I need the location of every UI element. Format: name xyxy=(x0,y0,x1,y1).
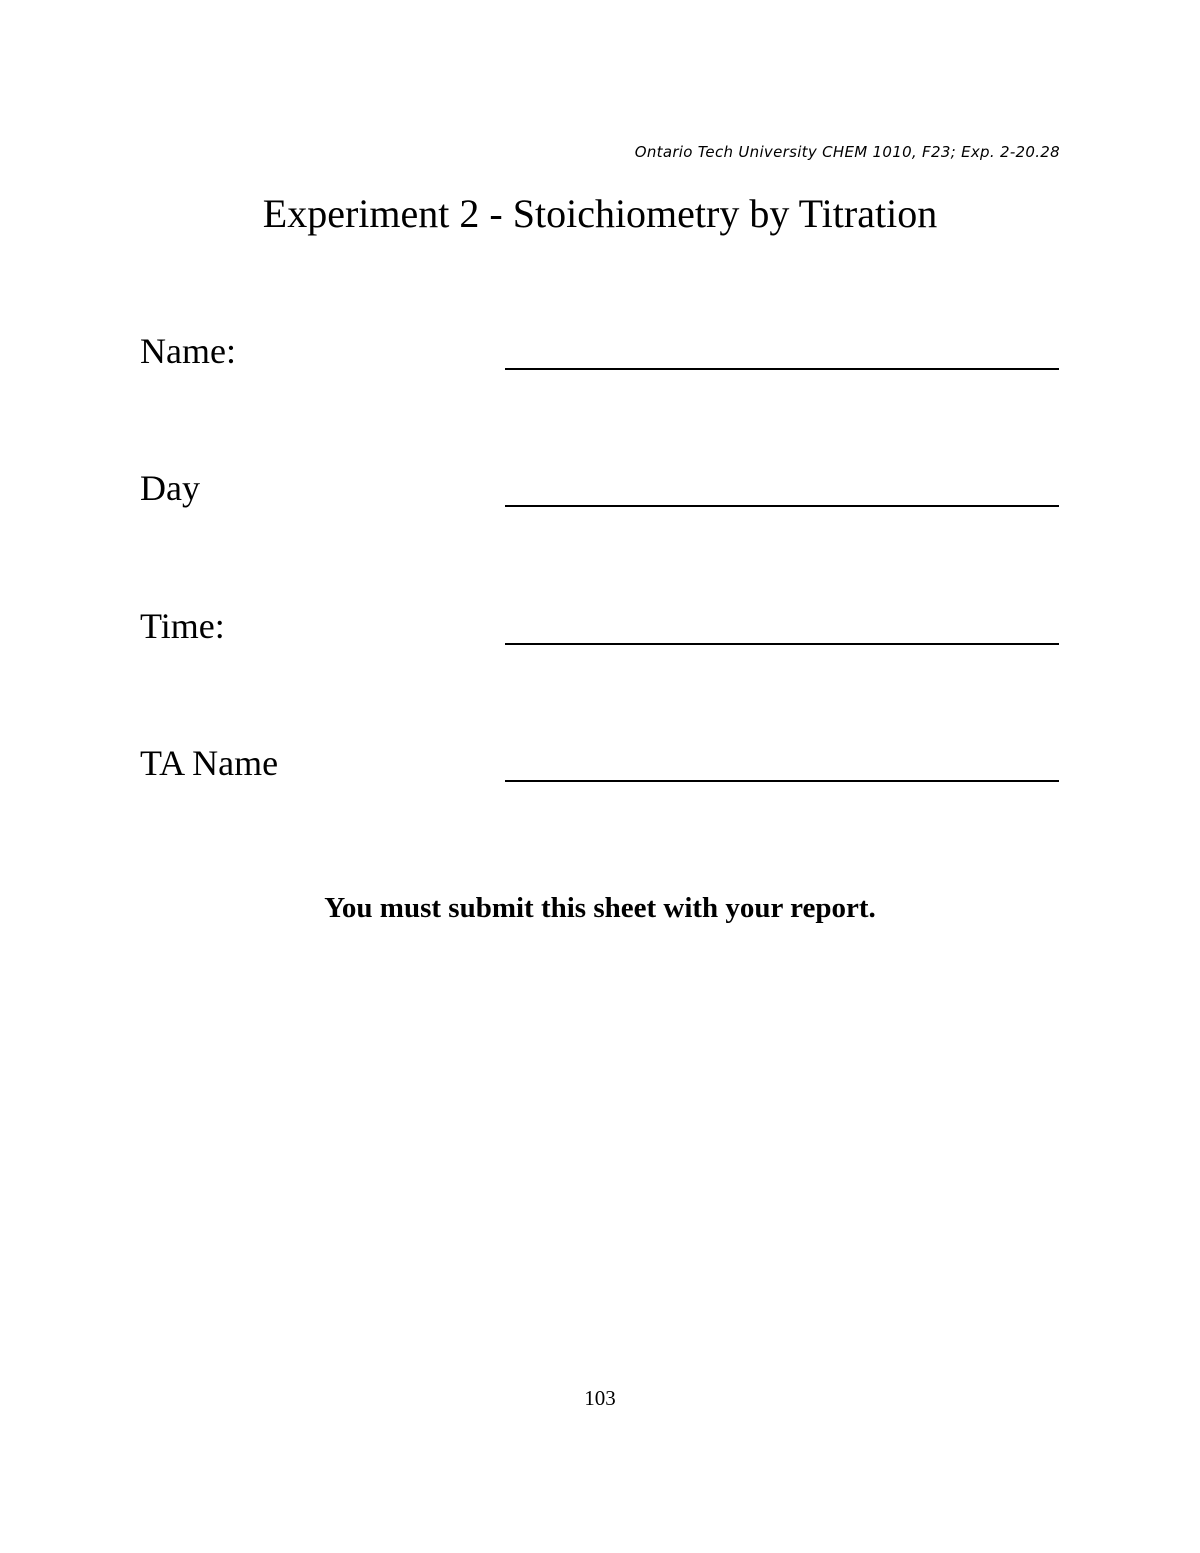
submission-notice: You must submit this sheet with your report. xyxy=(324,892,876,924)
ta-name-label: TA Name xyxy=(140,743,279,783)
page-title: Experiment 2 - Stoichiometry by Titration xyxy=(262,191,938,236)
day-input-line[interactable] xyxy=(505,505,1059,507)
header-course-line: Ontario Tech University CHEM 1010, F23; Exp. 2-20.28 xyxy=(634,143,1060,161)
time-input-line[interactable] xyxy=(505,643,1059,645)
day-label: Day xyxy=(140,468,200,508)
name-input-line[interactable] xyxy=(505,368,1059,370)
page-number: 103 xyxy=(584,1386,616,1410)
name-label: Name: xyxy=(140,331,236,371)
ta-name-input-line[interactable] xyxy=(505,780,1059,782)
time-label: Time: xyxy=(140,606,225,646)
